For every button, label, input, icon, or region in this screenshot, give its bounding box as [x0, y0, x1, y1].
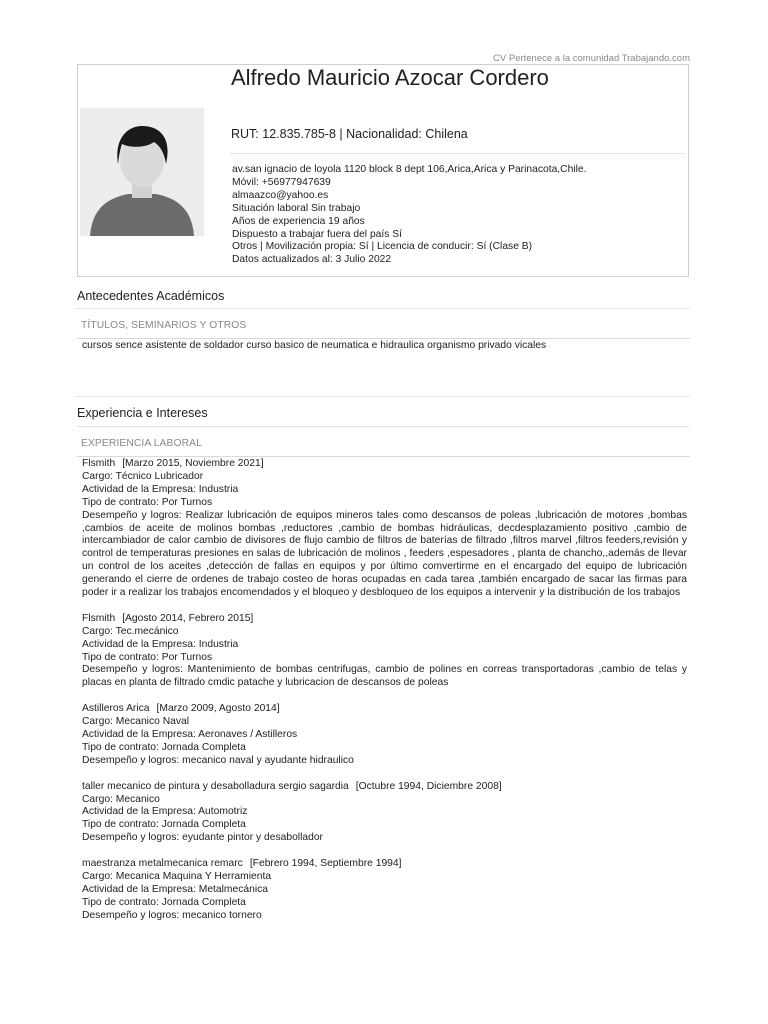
contact-details [232, 164, 587, 267]
job-company: Flsmith [82, 612, 116, 624]
avatar [80, 108, 204, 236]
job-cargo: Cargo: Mecanico Naval [82, 716, 190, 728]
job-contract: Tipo de contrato: Jornada Completa [82, 819, 246, 831]
job-activity: Actividad de la Empresa: Automotriz [82, 806, 248, 818]
job-activity: Actividad de la Empresa: Aeronaves / Astilleros [82, 729, 298, 740]
job-entry [82, 458, 687, 600]
email[interactable]: almaazco@yahoo.es [232, 189, 329, 201]
job-activity: Actividad de la Empresa: Metalmecánica [82, 883, 269, 895]
job-contract: Tipo de contrato: Por Turnos [82, 496, 213, 508]
experience-section-title: Experiencia e Intereses [77, 406, 208, 420]
academic-subtitle: TÍTULOS, SEMINARIOS Y OTROS [81, 320, 247, 331]
job-period: [Marzo 2015, Noviembre 2021] [122, 458, 264, 469]
job-company: taller mecanico de pintura y desabolladura sergio sagardia [82, 780, 349, 792]
mobile: Móvil: +56977947639 [232, 176, 331, 188]
academic-section-title: Antecedentes Académicos [77, 289, 225, 303]
employment-status: Situación laboral Sin trabajo [232, 202, 361, 214]
job-activity: Actividad de la Empresa: Industria [82, 638, 239, 650]
updated-date: Datos actualizados al: 3 Julio 2022 [232, 254, 392, 266]
job-period: [Agosto 2014, Febrero 2015] [122, 612, 254, 624]
other-info: Otros | Movilización propia: Sí | Licencia de conducir: Sí (Clase B) [232, 241, 533, 253]
divider [77, 426, 690, 427]
job-cargo: Cargo: Técnico Lubricador [82, 470, 204, 482]
rut-nationality: RUT: 12.835.785-8 | Nacionalidad: Chilena [231, 127, 468, 141]
courses-text: cursos sence asistente de soldador curso basico de neumatica e hidraulica organismo privado vicales [82, 340, 547, 351]
community-note: CV Pertenece a la comunidad Trabajando.com [493, 53, 690, 64]
job-contract: Tipo de contrato: Jornada Completa [82, 741, 246, 753]
job-cargo: Cargo: Mecanico [82, 793, 160, 805]
job-period: [Marzo 2009, Agosto 2014] [156, 703, 280, 715]
job-description: Desempeño y logros: mecanico naval y ayudante hidraulico [82, 754, 354, 766]
job-description: Desempeño y logros: eyudante pintor y desabollador [82, 832, 323, 844]
experience-subtitle: EXPERIENCIA LABORAL [81, 438, 202, 449]
job-company: maestranza metalmecanica remarc [82, 858, 243, 870]
candidate-name: Alfredo Mauricio Azocar Cordero [231, 65, 549, 90]
job-description: Desempeño y logros: mecanico tornero [82, 909, 262, 921]
job-cargo: Cargo: Mecanica Maquina Y Herramienta [82, 870, 272, 882]
profile-header [77, 64, 689, 277]
job-list [82, 458, 687, 935]
job-company: Flsmith [82, 458, 116, 469]
job-description: Desempeño y logros: Realizar lubricación de equipos mineros tales como descansos de poleas ,lubricación de motores ,bombas ,cambios de aceite de molinos bombas ,reductores ,cambio de bombas hidráulicas, decdesplazamiento positivo ,cambio de intercambiador de calor cambio de divisores de flujo cambio de filtros de baterías de filtrado ,filtros marvel ,filtros feeders,revisión y control de temperaturas presiones en salas de lubricación de molinos , feeders ,espesadores , planta de chancho,,además de llevar un control de los aceites ,detección de fallas en equipos y por último comvertirme en el encargado del equipo de lubricación generando el cierre de ordenes de trabajo costeo de horas ocupadas en cada tarea ,también encargado de sacar las firmas para poder ir a realizar los trabajos encomendados y el bloqueo y desbloqueo de los equipos a intervenir y la distribución de los trabajos [82, 509, 687, 599]
person-silhouette-icon [80, 108, 204, 236]
job-company: Astilleros Arica [82, 703, 150, 715]
job-cargo: Cargo: Tec.mecánico [82, 625, 179, 637]
job-description: Desempeño y logros: Mantenimiento de bombas centrifugas, cambio de polines en correas transportadoras ,cambio de telas y placas en planta de filtrado cmdic patache y lubricacion de descansos de poleas [82, 664, 687, 689]
divider [77, 338, 690, 339]
relocation: Dispuesto a trabajar fuera del país Sí [232, 228, 402, 240]
divider [77, 308, 690, 309]
years-experience: Años de experiencia 19 años [232, 215, 365, 227]
job-contract: Tipo de contrato: Por Turnos [82, 651, 213, 663]
divider [77, 396, 690, 397]
job-period: [Octubre 1994, Diciembre 2008] [355, 780, 502, 792]
job-period: [Febrero 1994, Septiembre 1994] [249, 858, 402, 870]
job-entry [82, 703, 687, 768]
address: av.san ignacio de loyola 1120 block 8 dept 106,Arica,Arica y Parinacota,Chile. [232, 164, 587, 175]
divider [231, 153, 684, 154]
job-activity: Actividad de la Empresa: Industria [82, 483, 239, 495]
job-contract: Tipo de contrato: Jornada Completa [82, 896, 246, 908]
job-entry [82, 858, 687, 923]
divider [77, 456, 690, 457]
job-entry [82, 781, 687, 846]
job-entry [82, 613, 687, 690]
